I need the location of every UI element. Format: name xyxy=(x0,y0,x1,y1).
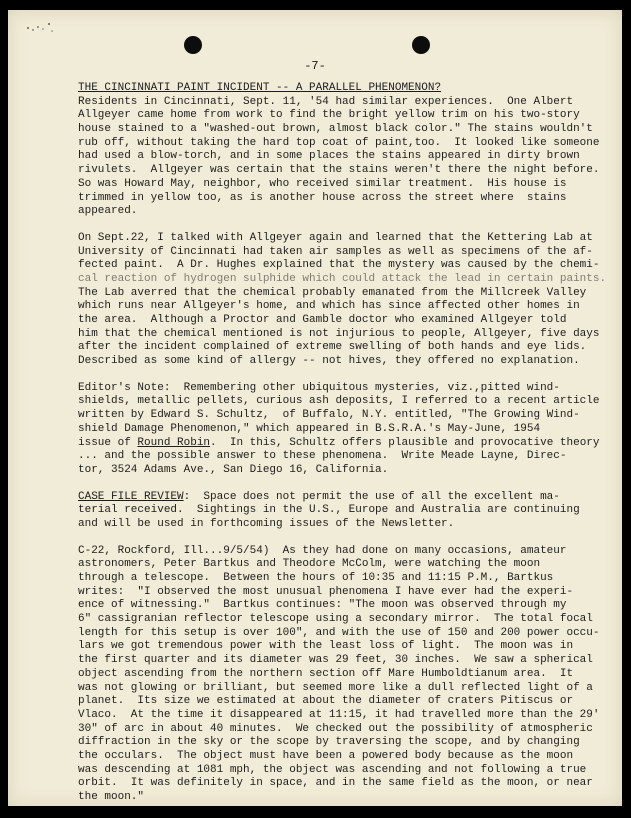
text-line xyxy=(78,355,603,369)
text-line xyxy=(78,613,603,627)
text-line xyxy=(78,640,603,654)
text-segment: Residents in Cincinnati, Sept. 11, '54 had similar experiences. One Albert xyxy=(78,95,574,108)
text-segment: lars we got tremendous power with the least loss of light. The moon was in xyxy=(78,640,574,653)
text-line xyxy=(78,423,603,437)
text-segment: rub off, without taking the hard top coat of paint,too. It looked like someone xyxy=(78,136,600,149)
text-segment: and will be used in forthcoming issues of the Newsletter. xyxy=(78,517,455,530)
text-segment: shield Damage Phenomenon," which appeared in B.S.R.A.'s May-June, 1954 xyxy=(78,422,541,435)
text-segment: Vlaco. At the time it disappeared at 11:15, it had travelled more than the 29' xyxy=(78,708,600,721)
text-line xyxy=(78,259,603,273)
text-segment: orbit. It was definitely in space, and in the same field as the moon, or near xyxy=(78,777,593,790)
text-segment: object ascending from the northern section off Mare Humboldtianum area. It xyxy=(78,667,574,680)
text-segment: trimmed in yellow too, as is another house across the street where stains xyxy=(78,191,567,204)
paragraph xyxy=(78,382,603,478)
text-segment: . In this, Schultz offers plausible and provocative theory xyxy=(210,436,600,449)
text-segment: house stained to a "washed-out brown, almost black color." The stains wouldn't xyxy=(78,123,593,136)
text-line xyxy=(78,599,603,613)
text-line xyxy=(78,382,603,396)
text-line xyxy=(78,695,603,709)
ink-specks xyxy=(24,18,64,34)
underlined-text: THE CINCINNATI PAINT INCIDENT -- A PARALLEL PHENOMENON? xyxy=(78,82,442,94)
text-segment: ence of witnessing." Bartkus continues: "The moon was observed through my xyxy=(78,599,567,612)
text-line xyxy=(78,654,603,668)
text-line xyxy=(78,437,603,451)
text-segment: So was Howard May, neighbor, who received similar treatment. His house is xyxy=(78,177,567,190)
text-line xyxy=(78,192,603,206)
text-segment: Allgeyer came home from work to find the bright yellow trim on his two-story xyxy=(78,109,580,122)
article-paragraph xyxy=(78,82,603,219)
text-segment: On Sept.22, I talked with Allgeyer again and learned that the Kettering Lab at xyxy=(78,231,593,244)
text-segment: through a telescope. Between the hours of 10:35 and 11:15 P.M., Bartkus xyxy=(78,572,554,584)
text-segment: was not glowing or brilliant, but seemed more like a dull reflected light of a xyxy=(78,681,593,694)
text-segment: terial received. Sightings in the U.S., Europe and Australia are continuing xyxy=(78,504,580,517)
text-segment: tor, 3524 Adams Ave., San Diego 16, California. xyxy=(78,463,389,476)
text-line xyxy=(78,545,603,559)
text-line xyxy=(78,123,603,137)
text-line xyxy=(78,314,603,328)
text-line xyxy=(78,395,603,409)
text-segment: length for this setup is over 100", and with the use of 150 and 200 power occu- xyxy=(78,626,600,639)
text-segment: issue of xyxy=(78,436,138,449)
text-segment: was descending at 1081 mph, the object was ascending and not following a true xyxy=(78,763,587,776)
text-line xyxy=(78,150,603,164)
text-line xyxy=(78,764,603,778)
text-line xyxy=(78,518,603,532)
text-segment: written by Edward S. Schultz, of Buffalo, N.Y. entitled, "The Growing Wind- xyxy=(78,409,580,422)
text-segment: shields, metallic pellets, curious ash deposits, I referred to a recent article xyxy=(78,395,600,408)
text-line xyxy=(78,777,603,791)
underlined-text: CASE FILE REVIEW xyxy=(78,490,184,503)
text-line xyxy=(78,300,603,314)
text-segment: cal reaction of hydrogen sulphide which could attack the lead in certain paints. xyxy=(78,272,607,285)
text-segment: University of Cincinnati had taken air samples as well as specimens of the af- xyxy=(78,245,593,258)
text-line xyxy=(78,137,603,151)
text-line xyxy=(78,627,603,641)
text-line xyxy=(78,586,603,600)
text-segment: had used a blow-torch, and in some places the stains appeared in dirty brown xyxy=(78,150,580,163)
document-body xyxy=(78,82,607,818)
text-line xyxy=(78,682,603,696)
text-segment: the moon." xyxy=(78,791,145,803)
text-segment: planet. Its size we estimated at about the diameter of craters Pitiscus or xyxy=(78,695,574,708)
text-line xyxy=(78,109,603,123)
text-line xyxy=(78,723,603,737)
text-segment: Editor's Note: Remembering other ubiquitous mysteries, viz.,pitted wind- xyxy=(78,381,560,394)
text-line xyxy=(78,287,603,301)
text-line xyxy=(78,272,607,287)
text-segment: rivulets. Allgeyer was certain that the stains weren't there the night before. xyxy=(78,164,600,177)
text-line xyxy=(78,205,603,219)
text-segment: after the incident complained of extreme swelling of both hands and eye lids. xyxy=(78,341,587,354)
text-line xyxy=(78,736,603,750)
text-line xyxy=(78,750,603,764)
text-segment: C-22, Rockford, Ill...9/5/54) As they had done on many occasions, amateur xyxy=(78,544,567,557)
text-segment: 6" cassigranian reflector telescope using a secondary mirror. The total focal xyxy=(78,613,593,626)
document-page xyxy=(8,10,622,806)
text-line xyxy=(78,232,603,246)
text-segment: fected paint. A Dr. Hughes explained that the mystery was caused by the chemi- xyxy=(78,259,600,272)
paragraph xyxy=(78,545,603,805)
text-line xyxy=(78,504,603,518)
text-segment: appeared. xyxy=(78,205,138,218)
text-segment: 30" of arc in about 40 minutes. We checked out the possibility of atmospheric xyxy=(78,722,593,735)
text-line xyxy=(78,558,603,572)
text-line xyxy=(78,341,603,355)
text-line xyxy=(78,464,603,478)
text-line xyxy=(78,82,603,96)
text-line xyxy=(78,709,603,723)
paragraph xyxy=(78,231,607,369)
text-segment: ... and the possible answer to these phenomena. Write Meade Layne, Direc- xyxy=(78,450,567,463)
text-segment: which runs near Allgeyer's home, and which has since affected other homes in xyxy=(78,300,580,313)
text-segment: writes: "I observed the most unusual phenomena I have ever had the experi- xyxy=(78,585,574,598)
text-segment: diffraction in the sky or the scope by traversing the scope, and by changing xyxy=(78,736,580,749)
paragraph xyxy=(78,491,603,532)
page-number: -7- xyxy=(304,59,326,73)
text-line xyxy=(78,96,603,110)
text-segment: the occulars. The object must have been a powered body because as the moon xyxy=(78,749,574,762)
text-segment: the first quarter and its diameter was 29 feet, 30 inches. We saw a spherical xyxy=(78,654,593,667)
punch-hole-left xyxy=(184,36,202,54)
text-line xyxy=(78,328,603,342)
text-line xyxy=(78,791,603,805)
punch-hole-right xyxy=(412,36,430,54)
text-segment: the area. Although a Proctor and Gamble doctor who examined Allgeyer told xyxy=(78,314,567,326)
text-line xyxy=(78,450,603,464)
text-line xyxy=(78,164,603,178)
text-line xyxy=(78,572,603,586)
text-segment: him that the chemical mentioned is not injurious to people, Allgeyer, five days xyxy=(78,327,600,340)
text-segment: : Space does not permit the use of all the excellent ma- xyxy=(183,490,560,503)
text-line xyxy=(78,178,603,192)
text-segment: astronomers, Peter Bartkus and Theodore McColm, were watching the moon xyxy=(78,558,541,571)
text-segment: The Lab averred that the chemical probably emanated from the Millcreek Valley xyxy=(78,286,587,299)
text-segment: Described as some kind of allergy -- not hives, they offered no explanation. xyxy=(78,355,580,368)
text-line xyxy=(78,668,603,682)
underlined-text: Round Robin xyxy=(137,436,211,449)
text-line xyxy=(78,246,603,260)
text-line xyxy=(78,409,603,423)
text-line xyxy=(78,491,603,505)
